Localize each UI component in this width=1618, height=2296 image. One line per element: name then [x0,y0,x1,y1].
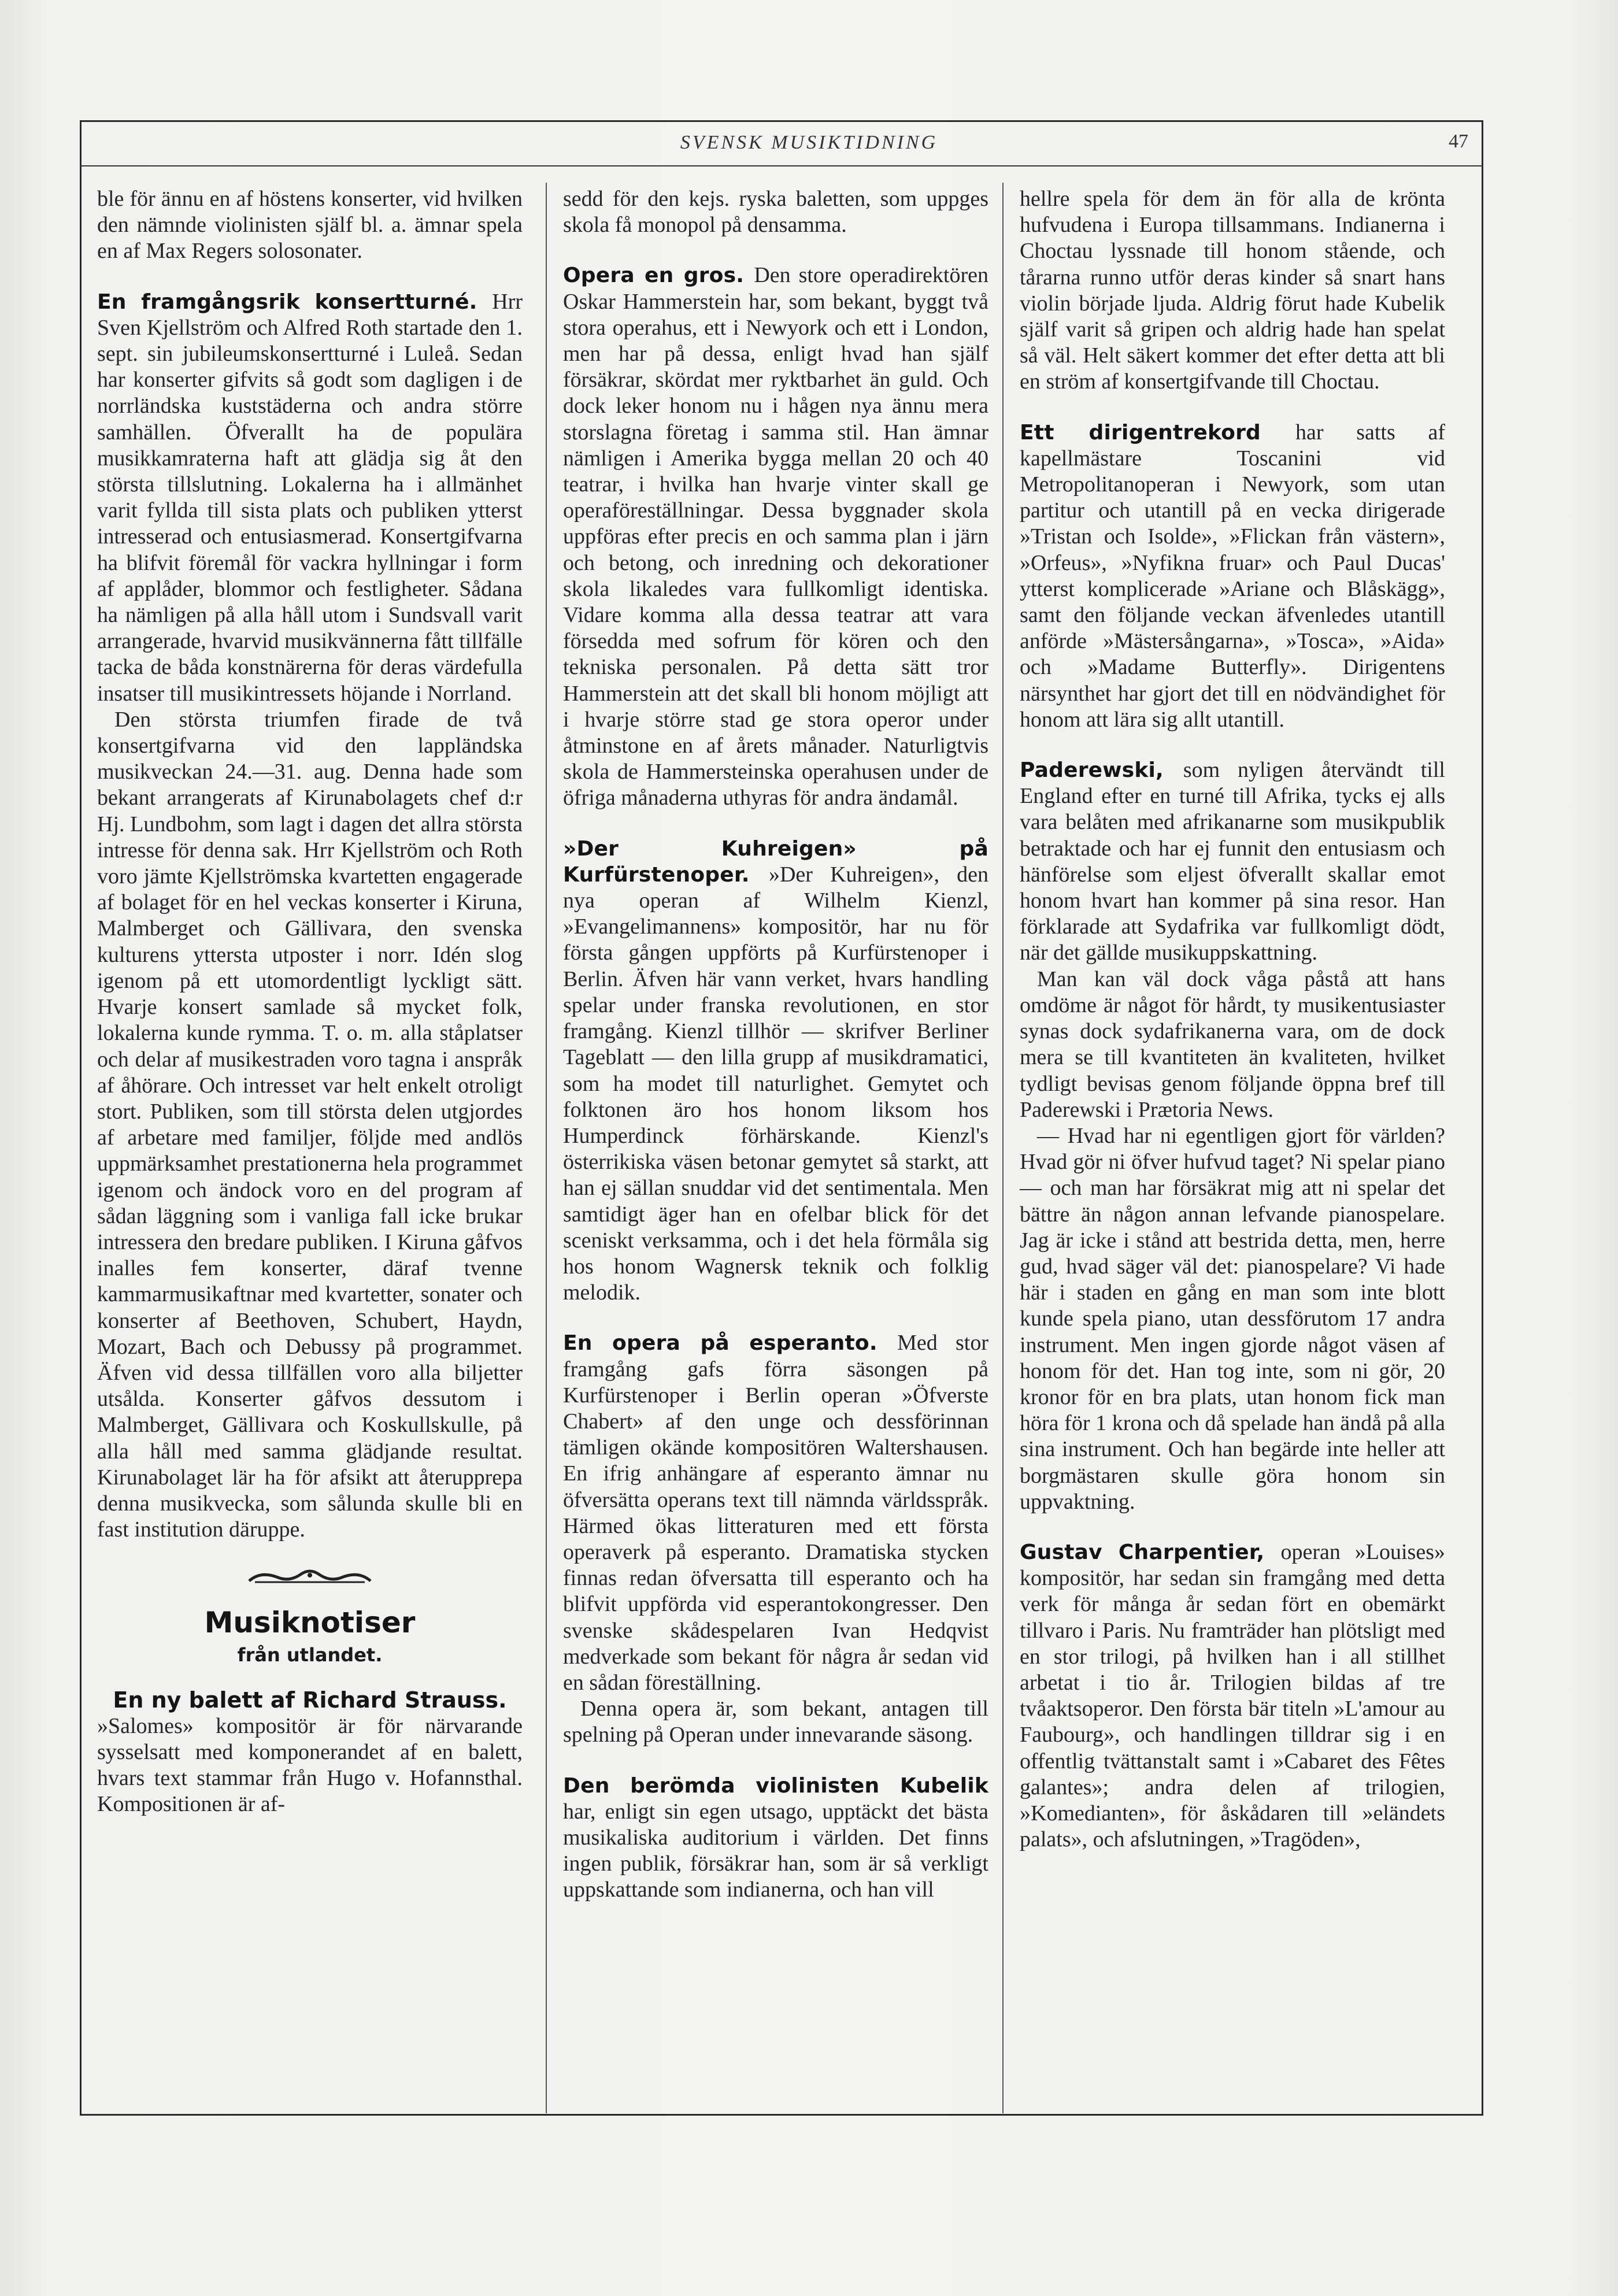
article-paderewski-lead: Paderewski, [1020,758,1183,783]
article-kuhreigen-lead: »Der Kuhreigen» på Kurfürstenoper. [563,836,988,887]
article-charpentier-lead: Gustav Charpentier, [1020,1540,1281,1564]
article-opera-en-gros-lead: Opera en gros. [563,264,754,288]
article-strauss-text: »Salomes» kompositör är för närvarande sysselsatt med komponerandet af en balett, hvars text stammar från Hugo v. Hofannsthal. Kompositionen är af- [97,1713,523,1817]
article-dirigentrekord-lead: Ett dirigentrekord [1020,420,1295,445]
page-number: 47 [1449,131,1468,152]
article-esperanto-text-2: Denna opera är, som bekant, antagen till spelning på Operan under innevarande säsong. [563,1697,988,1747]
column-1-continuation: ble för ännu en af höstens konserter, vid hvilken den nämnde violinisten själf bl. a. ämnar spela en af Max Regers solosonater. [97,187,523,264]
article-paderewski-text-3: — Hvad har ni egentligen gjort för världen? Hvad gör ni öfver hufvud taget? Ni spelar piano — och man har försäkrat mig att ni spelar det bättre än någon annan lefvande pianospelare. Jag är icke i stånd att bestrida detta, men, herre gud, hvad säger väl det: pianospelare? Vi hade här i staden en gång en man som inte blott kunde spela piano, utan dessförutom 17 andra instrument. Men ingen gjorde något väsen af honom för det. Han tog inte, som ni gör, 20 kronor för en bra plats, utan honom fick man höra för 1 krona och då spelade han ändå på alla sina instrument. Och han begärde inte heller att borgmästaren skulle göra honom sin uppvaktning. [1020,1123,1445,1514]
section-subtitle: från utlandet. [237,1644,383,1667]
article-paderewski-text: som nyligen återvändt till England efter en turné till Afrika, tycks ej alls vara belåten med afrikanarne som musikpublik betraktade och har ej funnit den entusiasm och hänförelse som eljest öfverallt skallar emot honom hvart han kommer på sina resor. Han förklarade att Sydafrika var fullkomligt dödt, när det gällde musikuppskattning. [1020,758,1445,965]
article-kuhreigen [563,836,988,1306]
column-2 [563,186,988,1904]
article-konsertturne-text: Hrr Sven Kjellström och Alfred Roth startade den 1. sept. sin jubileumskonsertturné i Luleå. Sedan har konserter gifvits så godt som dagligen i de norrländska kuststäderna och andra större samhällen. Öfverallt ha de populära musikkamraterna haft att glädja sig åt den största tillslutning. Lokalerna ha i allmänhet varit fyllda till sista plats och publiken ytterst intresserad och entusiasmerad. Konsertgifvarna ha blifvit föremål för vackra hyllningar i form af applåder, blommor och festligheter. Sådana ha nämligen på alla håll utom i Sundsvall varit arrangerade, hvarvid musikvännerna fått tillfälle tacka de båda konstnärerna för deras värdefulla insatser till musikintressets höjande i Norrland. [97,289,523,706]
article-opera-en-gros-text: Den store operadirektören Oskar Hammerstein har, som bekant, byggt två stora operahus, ett i Newyork och ett i London, men har på dessa, enligt hvad han själf försäkrar, skördat mer ryktbarhet än guld. Och dock leker honom nu i hågen nya ännu mera storslagna företag i samma stil. Han ämnar nämligen i Amerika bygga mellan 20 och 40 teatrar, i hvilka han hvarje vinter skall ge operaföreställningar. Dessa byggnader skola uppföras efter precis en och samma plan i järn och betong, och inredning och dekorationer skola likaledes vara fullkomligt identiska. Vidare komma alla dessa teatrar att vara försedda med sofrum för kören och den tekniska personalen. På detta sätt tror Hammerstein att det skall bli honom möjligt att i hvarje större stad ge stora operor under åtminstone en af årets månader. Naturligtvis skola de Hammersteinska operahusen under de öfriga månaderna uthyras för andra ändamål. [563,263,989,810]
article-kubelik [563,1773,988,1904]
article-dirigentrekord-text: har satts af kapellmästare Toscanini vid Metropolitanoperan i Newyork, som utan partitur och utantill på en vecka dirigerade »Tristan och Isolde», »Flickan från västern», »Orfeus», »Nyfikna fruar» och Paul Ducas' ytterst komplicerade »Ariane och Blåskägg», samt den följande veckan äfvenledes utantill anförde »Mästersångarna», »Tosca», »Aida» och »Madame Butterfly». Dirigentens närsynthet har gjort det till en nödvändighet för honom att lära sig allt utantill. [1020,420,1445,732]
running-title: SVENSK MUSIKTIDNING [680,132,938,153]
article-strauss-title: En ny balett af Richard Strauss. [113,1687,507,1713]
article-konsertturne [97,289,523,707]
article-charpentier [1020,1539,1445,1853]
article-esperanto-lead: En opera på esperanto. [563,1331,898,1356]
column-divider-2 [1002,183,1004,2113]
header-rule [80,165,1483,166]
article-paderewski [1020,757,1445,966]
column-3-continuation: hellre spela för dem än för alla de krönta hufvudena i Europa tillsammans. Indianerna i Choctau lyssnade till honom stående, och tårarna runno utför deras kinder så snart hans violin började ljuda. Aldrig förut hade Kubelik själf varit så gripen och aldrig hade han spelat så väl. Helt säkert kommer det efter detta att bli en ström af konsertgifvande till Choctau. [1020,187,1445,394]
section-title: Musiknotiser [204,1606,416,1640]
column-3 [1020,186,1445,1853]
article-kuhreigen-text: »Der Kuhreigen», den nya operan af Wilhelm Kienzl, »Evangelimannens» kompositör, har nu för första gången uppförts på Kurfürstenoper i Berlin. Äfven här vann verket, hvars handling spelar under franska revolutionen, en stor framgång. Kienzl tillhör — skrifver Berliner Tageblatt — den lilla grupp af musikdramatici, som ha modet till naturlighet. Gemytet och folktonen äro hos honom liksom hos Humperdinck förhärskande. Kienzl's österrikiska väsen betonar gemytet så starkt, att han ej sällan snuddar vid det sentimentala. Men samtidigt äger han en ofelbar blick för det sceniskt verksamma, och i det hela förmåla sig hos honom Wagnersk teknik och folklig melodik. [563,862,989,1305]
article-esperanto [563,1330,988,1696]
article-charpentier-text: operan »Louises» kompositör, har sedan sin framgång med detta verk för många år sedan fört en obemärkt tillvaro i Paris. Nu framträder han plötsligt med en stor trilogi, på hvilken han i all stillhet arbetat i tio år. Trilogien bildas af tre tvåaktsoperor. Den första bär titeln »L'amour au Faubourg», och handlingen tilldrar sig i en offentlig tvättanstalt samt i »Cabaret des Fêtes galantes»; andra delen af trilogien, »Komedianten», för åskådaren till »eländets palats», och afslutningen, »Tragöden», [1020,1539,1445,1852]
column-divider-1 [546,183,547,2113]
column-2-continuation: sedd för den kejs. ryska baletten, som uppges skola få monopol på densamma. [563,187,988,238]
article-paderewski-text-2: Man kan väl dock våga påstå att hans omdöme är något för hårdt, ty musikentusiaster synas dock sydafrikanerna vara, om de dock mera se till kvantiteten än kvaliteten, hvilket tydligt bevisas genom följande öppna bref till Paderewski i Prætoria News. [1020,966,1445,1122]
article-kubelik-text: har, enligt sin egen utsago, upptäckt det bästa musikaliska auditorium i världen. Det finns ingen publik, försäkrar han, som är så verkligt uppskattande som indianerna, och han vill [563,1799,988,1902]
article-esperanto-text: Med stor framgång gafs förra säsongen på Kurfürstenoper i Berlin operan »Öfverste Chabert» af den unge och dessförinnan tämligen okände kompositören Waltershausen. En ifrig anhängare af esperanto ämnar nu öfversätta operans text till nämnda världsspråk. Härmed ökas litteraturen med ett första operaverk på esperanto. Dramatiska stycken finnas redan öfversatta till esperanto och ha blifvit uppförda vid esperantokongresser. Den svenske skådespelaren Ivan Hedqvist medverkade som bekant för några år sedan vid en sådan föreställning. [563,1331,989,1695]
article-konsertturne-lead: En framgångsrik konsertturné. [97,290,493,314]
article-opera-en-gros [563,262,988,811]
article-dirigentrekord [1020,420,1445,733]
article-konsertturne-text-2: Den största triumfen firade de två konsertgifvarna vid den lappländska musikveckan 24.—31. aug. Denna hade som bekant arrangerats af Kirunabolagets chef d:r Hj. Lundbohm, som lagt i dagen det allra största intresse för denna sak. Hrr Kjellström och Roth voro jämte Kjellströmska kvartetten engagerade af bolaget för en hel veckas konserter i Kiruna, Malmberget och Gällivara, den svenska kulturens yttersta utposter i norr. Idén slog igenom på ett utomordentligt lyckligt sätt. Hvarje konsert samlade så mycket folk, lokalerna kunde rymma. T. o. m. alla ståplatser och delar af musikestraden voro tagna i anspråk af åhörare. Och intresset var helt enkelt otroligt stort. Publiken, som till största delen utgjordes af arbetare med familjer, följde med andlös uppmärksamhet prestationerna hela programmet igenom och ändock voro en del program af sådan läggning som i vanliga fall icke brukar intressera den bredare publiken. I Kiruna gåfvos inalles fem konserter, däraf tvenne kammarmusikaftnar med kvartetter, sonater och konserter af Beethoven, Schubert, Haydn, Mozart, Bach och Debussy på programmet. Äfven vid dessa tillfällen voro alla biljetter utsålda. Konserter gåfvos dessutom i Malmberget, Gällivara och Koskullskulle, på alla håll med samma glädjande resultat. Kirunabolaget lär ha för afsikt att återupprepa denna musikvecka, som sålunda skulle bli en fast institution däruppe. [97,707,523,1542]
article-kubelik-lead: Den berömda violinisten Kubelik [563,1773,988,1798]
ornament-divider-icon [243,1566,376,1587]
column-1 [97,186,523,1818]
